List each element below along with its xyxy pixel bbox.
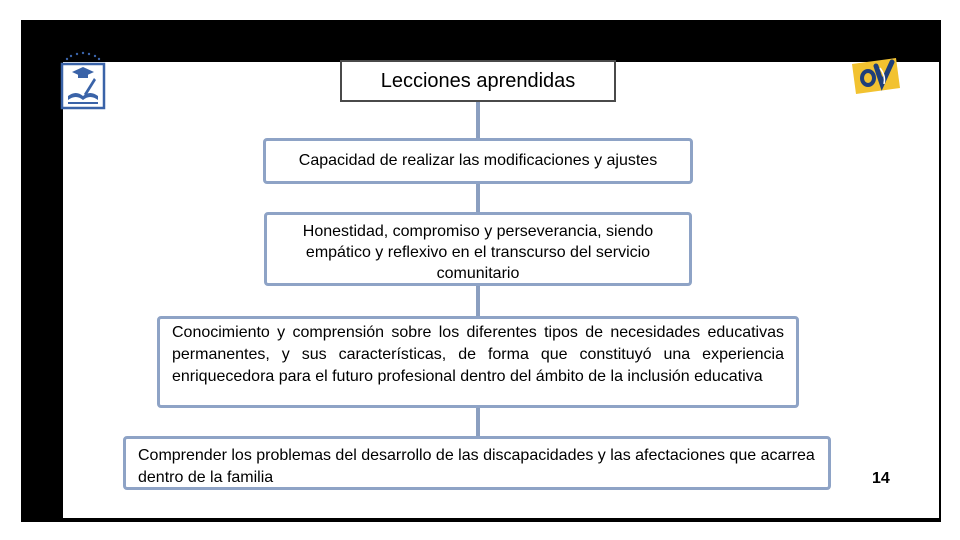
university-crest-icon bbox=[58, 50, 108, 110]
lesson-box-2 bbox=[264, 212, 692, 286]
lesson-box-1 bbox=[263, 138, 693, 184]
lesson-box-4 bbox=[123, 436, 831, 490]
page-number: 14 bbox=[872, 470, 890, 487]
lesson-text-3: Conocimiento y comprensión sobre los diferentes tipos de necesidades educativas permanentes, y sus características, de forma que constituyó una experiencia enriquecedora para el futuro profesional dentro del ámbito de la inclusión educativa bbox=[172, 324, 784, 385]
lesson-text-4: Comprender los problemas del desarrollo de las discapacidades y las afectaciones que acarrea dentro de la familia bbox=[138, 447, 815, 486]
diagram-title: Lecciones aprendidas bbox=[380, 69, 576, 92]
diagram-title-box bbox=[340, 60, 616, 102]
institution-logo-icon bbox=[846, 54, 902, 98]
lesson-text-2: Honestidad, compromiso y perseverancia, siendo empático y reflexivo en el transcurso del servicio comunitario bbox=[302, 223, 654, 282]
lesson-box-3 bbox=[157, 316, 799, 408]
lesson-text-1: Capacidad de realizar las modificaciones y ajustes bbox=[298, 152, 658, 169]
